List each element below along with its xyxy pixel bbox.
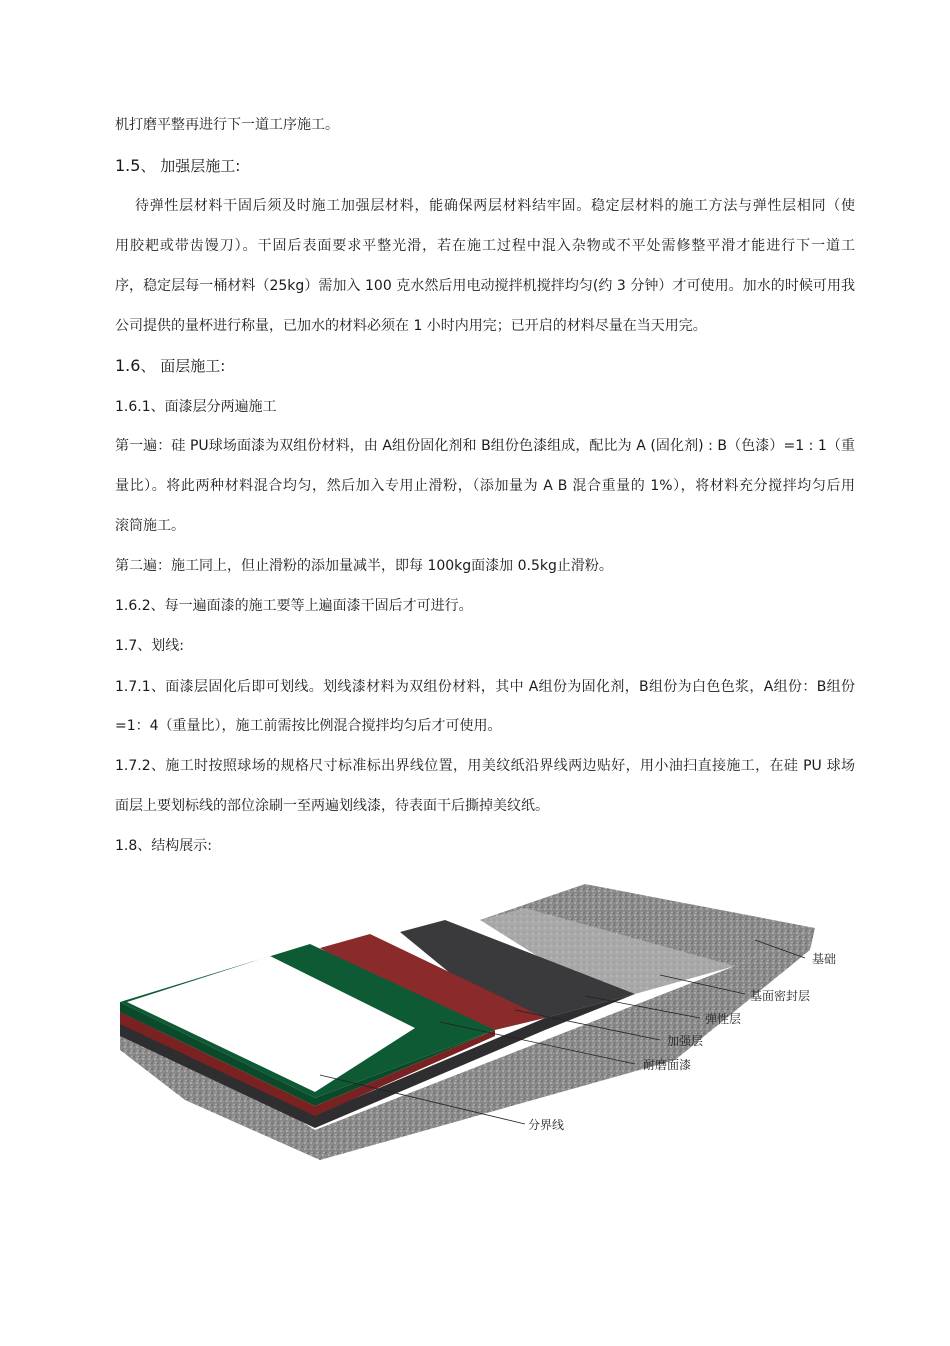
label-elastic: 弹性层 (705, 1012, 742, 1026)
section-number: 1.6 (115, 356, 141, 375)
section-heading-1-6 (115, 356, 225, 376)
section-heading-1-8: 1.8、结构展示: (115, 838, 212, 854)
label-boundary: 分界线 (528, 1118, 565, 1132)
paragraph-line: 公司提供的量杯进行称量，已加水的材料必须在 1 小时内用完；已开启的材料尽量在当天用完。 (115, 318, 707, 334)
paragraph-line: 量比）。将此两种材料混合均匀，然后加入专用止滑粉，（添加量为 A B 混合重量的 1%），将材料充分搅拌均匀后用 (115, 478, 855, 494)
label-seal: 基面密封层 (750, 989, 811, 1003)
label-base: 基础 (812, 952, 837, 966)
paragraph-line: 待弹性层材料干固后须及时施工加强层材料，能确保两层材料结牢固。稳定层材料的施工方法与弹性层相同（使 (135, 198, 855, 214)
section-heading-1-5 (115, 156, 240, 176)
paragraph-line: 1.7.1、面漆层固化后即可划线。划线漆材料为双组份材料，其中 A组份为固化剂，B组份为白色色浆，A组份：B组份 (115, 679, 855, 695)
label-topcoat: 耐磨面漆 (643, 1058, 692, 1072)
paragraph-line: 用胶耙或带齿馒刀）。干固后表面要求平整光滑，若在施工过程中混入杂物或不平处需修整平滑才能进行下一道工 (115, 238, 855, 254)
label-reinforce: 加强层 (667, 1034, 704, 1048)
paragraph-line: 第二遍：施工同上，但止滑粉的添加量减半，即每 100kg面漆加 0.5kg止滑粉。 (115, 558, 613, 574)
section-number: 1.5 (115, 156, 141, 175)
paragraph-line: 序，稳定层每一桶材料（25kg）需加入 100 克水然后用电动搅拌机搅拌均匀(约 3 分钟）才可使用。加水的时候可用我 (115, 278, 855, 294)
paragraph-line: 第一遍：硅 PU球场面漆为双组份材料，由 A组份固化剂和 B组份色漆组成，配比为 A (固化剂) : B（色漆）=1 : 1（重 (115, 438, 855, 454)
subsection-heading: 1.6.1、面漆层分两遍施工 (115, 399, 277, 415)
paragraph-line: 1.7.2、施工时按照球场的规格尺寸标准标出界线位置，用美纹纸沿界线两边贴好，用小油扫直接施工，在硅 PU 球场 (115, 758, 855, 774)
section-title: 、 面层施工: (140, 357, 226, 375)
paragraph-line: 滚筒施工。 (115, 518, 185, 534)
structure-diagram (115, 870, 855, 1170)
section-title: 、 加强层施工: (140, 157, 241, 175)
paragraph-line: =1：4（重量比），施工前需按比例混合搅拌均匀后才可使用。 (115, 718, 502, 734)
paragraph-line: 面层上要划标线的部位涂刷一至两遍划线漆，待表面干后撕掉美纹纸。 (115, 798, 549, 814)
subsection-heading: 1.6.2、每一遍面漆的施工要等上遍面漆干固后才可进行。 (115, 598, 473, 614)
text-line: 机打磨平整再进行下一道工序施工。 (115, 117, 339, 133)
structure-diagram-svg (115, 870, 855, 1170)
section-heading-1-7: 1.7、划线: (115, 638, 184, 654)
